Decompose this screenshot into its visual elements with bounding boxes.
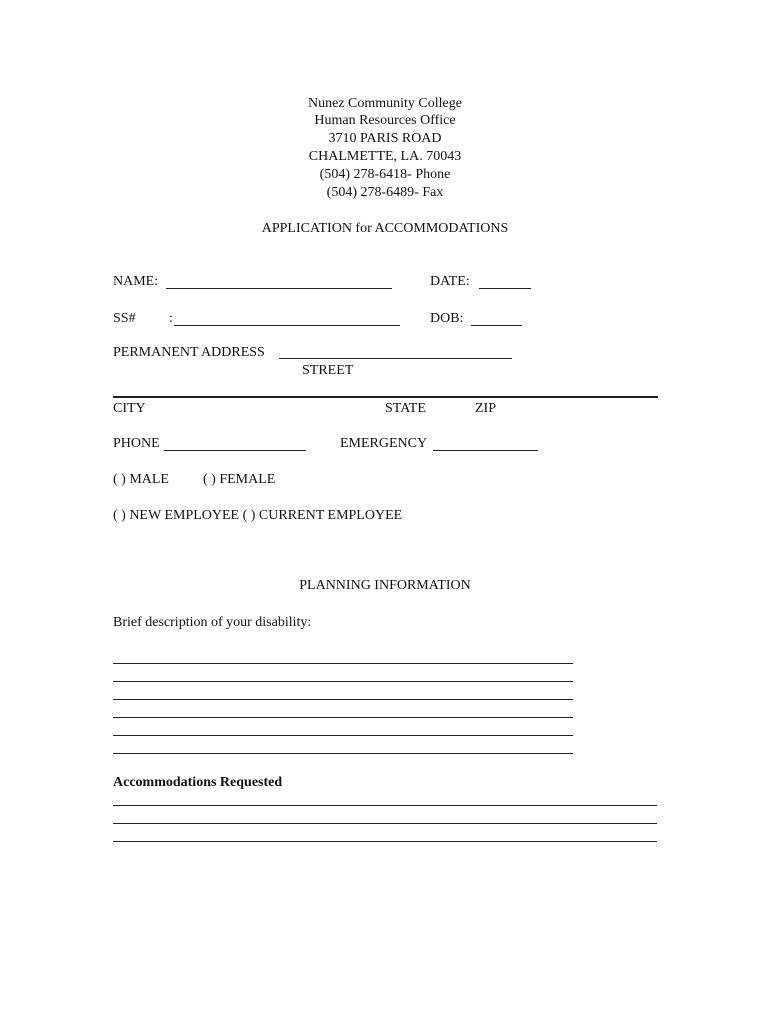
emergency-label: EMERGENCY (340, 436, 428, 451)
office-name: Human Resources Office (314, 113, 456, 128)
accommodations-heading: Accommodations Requested (113, 775, 283, 790)
office-phone: (504) 278-6418- Phone (319, 167, 451, 182)
date-label: DATE: (430, 274, 470, 289)
female-option[interactable]: ( ) FEMALE (203, 472, 276, 487)
form-title: APPLICATION for ACCOMMODATIONS (261, 221, 509, 236)
address-label: PERMANENT ADDRESS (113, 345, 265, 360)
accommodations-line[interactable] (113, 841, 657, 842)
street-label: STREET (302, 363, 354, 378)
date-field[interactable] (479, 288, 531, 289)
ss-field[interactable] (174, 325, 400, 326)
phone-label: PHONE (113, 436, 160, 451)
zip-label: ZIP (475, 401, 496, 416)
disability-line[interactable] (113, 717, 573, 718)
employee-options[interactable]: ( ) NEW EMPLOYEE ( ) CURRENT EMPLOYEE (113, 508, 403, 523)
disability-prompt: Brief description of your disability: (113, 615, 312, 630)
male-option[interactable]: ( ) MALE (113, 472, 169, 487)
address-field[interactable] (279, 358, 512, 359)
planning-heading: PLANNING INFORMATION (299, 578, 471, 593)
office-street: 3710 PARIS ROAD (328, 131, 442, 146)
disability-line[interactable] (113, 699, 573, 700)
office-fax: (504) 278-6489- Fax (326, 185, 444, 200)
city-label: CITY (113, 401, 146, 416)
disability-line[interactable] (113, 735, 573, 736)
disability-line[interactable] (113, 663, 573, 664)
disability-line[interactable] (113, 753, 573, 754)
emergency-field[interactable] (433, 450, 538, 451)
office-city: CHALMETTE, LA. 70043 (308, 149, 462, 164)
name-field[interactable] (166, 288, 392, 289)
college-name: Nunez Community College (308, 96, 462, 111)
phone-field[interactable] (164, 450, 306, 451)
accommodations-line[interactable] (113, 823, 657, 824)
accommodations-line[interactable] (113, 805, 657, 806)
dob-field[interactable] (471, 325, 522, 326)
state-label: STATE (385, 401, 426, 416)
ss-label: SS# (113, 311, 136, 326)
disability-line[interactable] (113, 681, 573, 682)
dob-label: DOB: (430, 311, 464, 326)
address-divider (113, 396, 658, 398)
name-label: NAME: (113, 274, 159, 289)
ss-colon: : (169, 311, 173, 326)
